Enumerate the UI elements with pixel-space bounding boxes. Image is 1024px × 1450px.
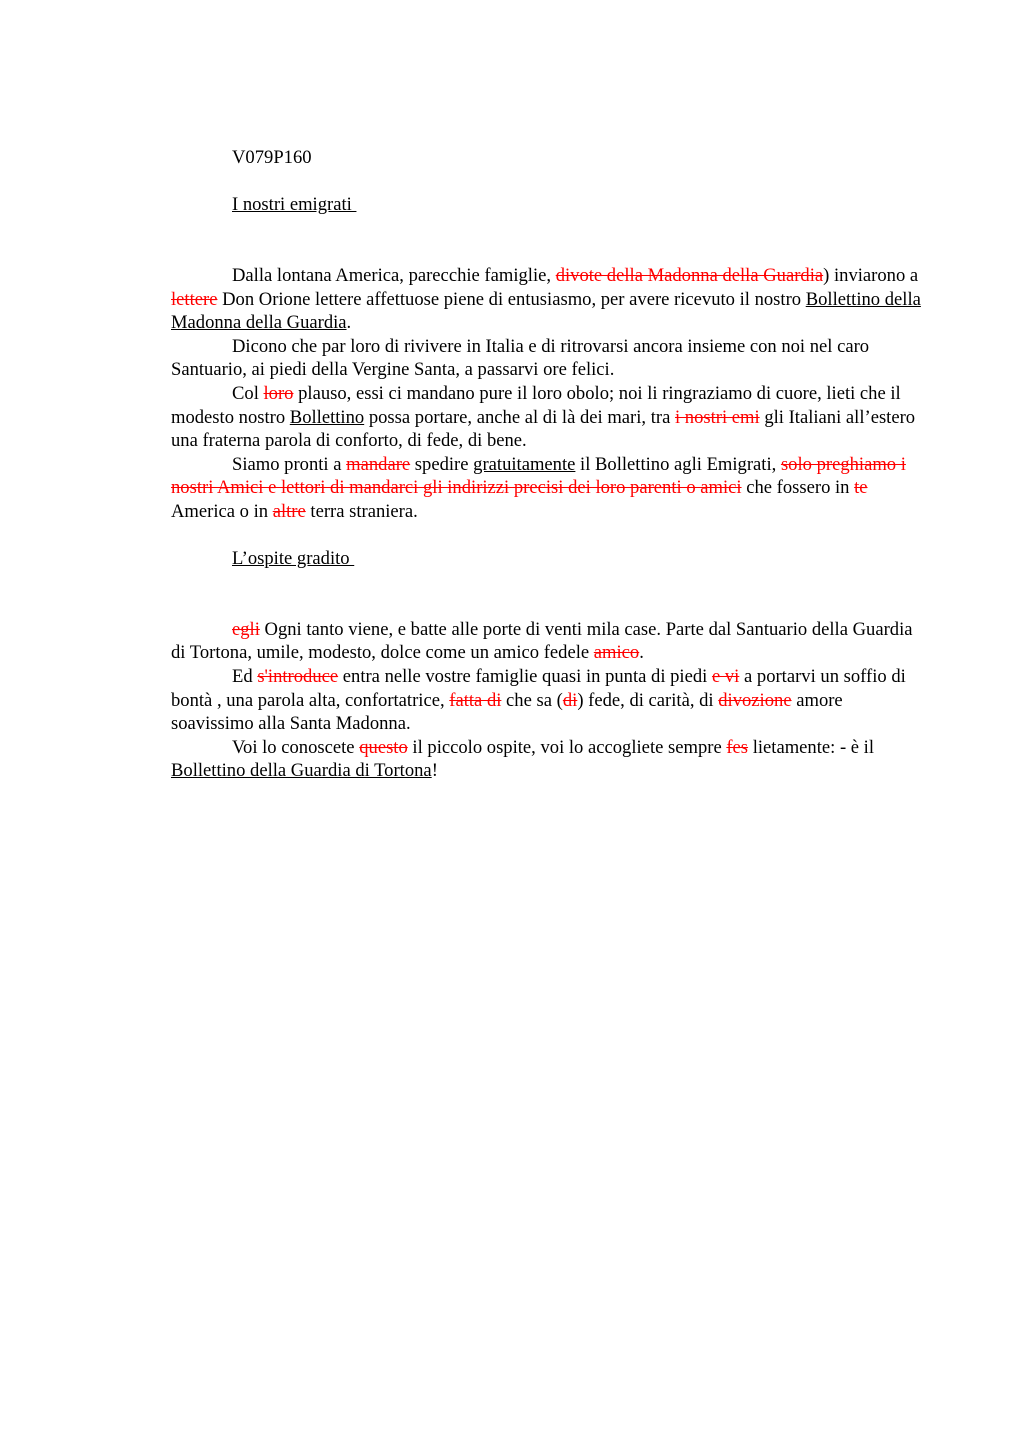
deleted-text: solo preghiamo i nostri Amici e lettori di mandarci gli indirizzi precisi dei loro parenti o amici [171,453,906,499]
text-run: che sa ( [501,689,563,711]
deleted-text: lettere [171,288,218,310]
paragraph-emigrati-1 [171,264,927,335]
text-run: . [346,312,352,334]
heading-text: L’ospite gradito [232,548,355,570]
spacer [171,594,927,618]
document-page [171,146,927,783]
text-run: amore soavissimo alla Santa Madonna. [171,689,843,735]
deleted-text: di [562,689,578,711]
deleted-text: i nostri emi [674,406,760,428]
text-run: Siamo pronti a [232,453,347,475]
text-run: Don Orione lettere affettuose piene di entusiasmo, per avere ricevuto il nostro [217,288,806,310]
text-run: a portarvi un soffio di bontà , una parola alta, confortatrice, [171,666,906,711]
deleted-text: amico [593,642,640,664]
heading-text: I nostri emigrati [232,194,357,216]
deleted-text: fes [726,736,749,758]
text-run: lietamente: - è il [748,736,875,758]
deleted-text: altre [272,500,306,522]
underlined-title: Bollettino della Madonna della Guardia [171,288,921,334]
document-code [171,146,927,170]
document-code-text: V079P160 [232,147,312,168]
text-run: ) inviarono a [823,264,919,286]
paragraph-emigrati-3 [171,382,927,453]
text-run: che fossero in [741,477,855,499]
spacer [171,240,927,264]
text-run: terra straniera. [305,500,418,522]
text-run: America o in [171,500,273,522]
deleted-text: loro [263,382,294,404]
underlined-title: Bollettino della Guardia di Tortona [171,760,432,782]
section-heading-emigrati [171,193,927,217]
text-run: Dicono che par loro di rivivere in Italia e di ritrovarsi ancora insieme con noi nel caro Santuario, ai piedi della Vergine Santa, a passarvi ore felici. [171,335,870,381]
text-run: Ogni tanto viene, e batte alle porte di venti mila case. Parte dal Santuario della Guardia di Tortona, umile, modesto, dolce come un amico fedele [171,618,913,664]
deleted-text: fatta di [449,689,502,711]
paragraph-ospite-3 [171,736,927,783]
text-run: Col [232,382,264,404]
deleted-text: divozione [718,689,792,711]
spacer [171,524,927,548]
text-run: il piccolo ospite, voi lo accogliete sempre [407,736,727,758]
deleted-text: divote della Madonna della Guardia [555,264,824,286]
text-run: plauso, essi ci mandano pure il loro obolo; noi li ringraziamo di cuore, lieti che il modesto nostro [171,382,901,428]
section-heading-ospite [171,547,927,571]
deleted-text: egli [232,618,260,640]
text-run: . [639,642,644,664]
underlined-title: Bollettino [289,406,365,428]
text-run: Voi lo conoscete [232,736,360,758]
deleted-text: s'introduce [257,666,339,688]
deleted-text: te [854,477,868,499]
text-run: spedire [410,453,474,475]
underlined-word: gratuitamente [473,453,576,475]
paragraph-ospite-2 [171,665,927,736]
text-run: gli Italiani all’estero una fraterna parola di conforto, di fede, di bene. [171,406,916,452]
text-run: possa portare, anche al di là dei mari, tra [364,406,675,428]
paragraph-ospite-1 [171,618,927,665]
deleted-text: questo [359,736,408,758]
text-run: ! [431,760,438,782]
text-run: Ed [232,666,258,688]
text-run: il Bollettino agli Emigrati, [575,453,781,475]
text-run: entra nelle vostre famiglie quasi in punta di piedi [338,666,712,688]
paragraph-emigrati-2 [171,335,927,382]
deleted-text: mandare [346,453,411,475]
text-run: ) fede, di carità, di [577,689,719,711]
text-run: Dalla lontana America, parecchie famiglie, [232,264,556,286]
deleted-text: e vi [711,666,740,688]
paragraph-emigrati-4 [171,453,927,524]
